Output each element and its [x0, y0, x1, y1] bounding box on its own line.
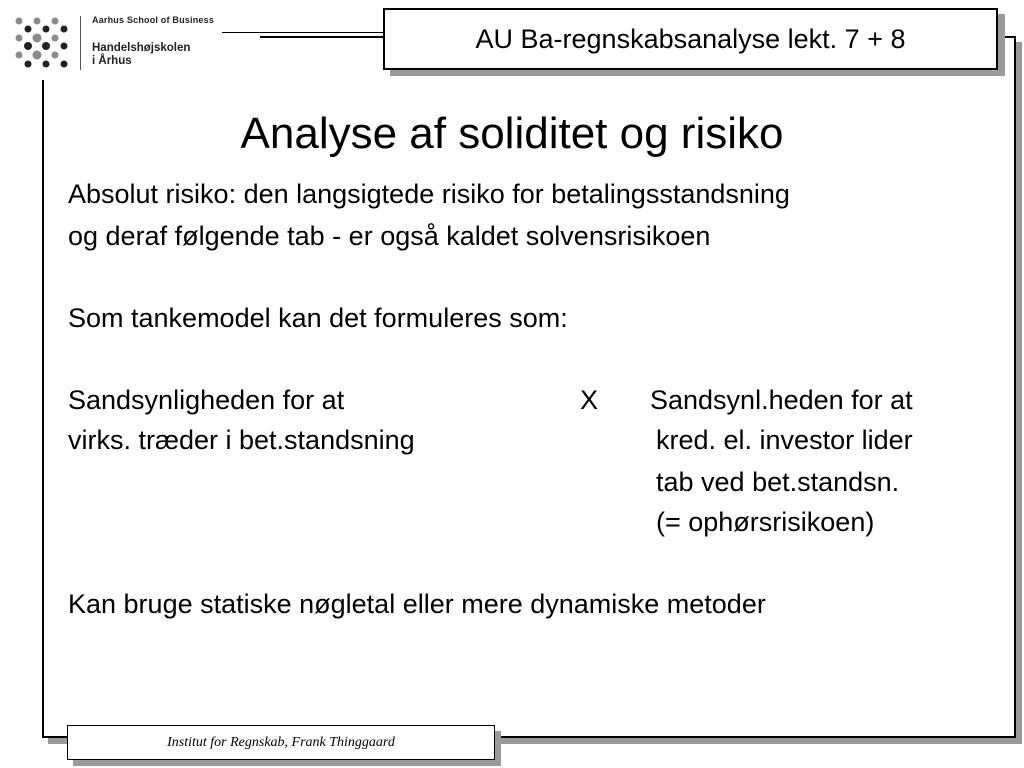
logo-school-danish-line2: i Århus — [92, 55, 132, 67]
logo-school-danish — [92, 42, 190, 68]
logo-school-english: Aarhus School of Business — [92, 15, 215, 25]
paragraph-methods: Kan bruge statiske nøgletal eller mere dynamiske metoder — [68, 589, 766, 619]
footer-box — [67, 725, 495, 760]
formula-right-line4: (= ophørsrisikoen) — [656, 507, 875, 537]
logo-school-danish-line1: Handelshøjskolen — [92, 42, 191, 54]
logo-dots-icon — [14, 16, 74, 70]
formula-right-line3: tab ved bet.standsn. — [656, 467, 900, 497]
paragraph-model-intro: Som tankemodel kan det formuleres som: — [68, 303, 568, 333]
formula-operator: X — [580, 385, 599, 415]
school-logo — [0, 0, 260, 80]
course-title: AU Ba-regnskabsanalyse lekt. 7 + 8 — [475, 23, 906, 54]
formula-left-line1: Sandsynligheden for at — [68, 385, 345, 415]
formula-left-line2: virks. træder i bet.standsning — [68, 425, 415, 455]
header-title-box — [383, 8, 998, 70]
paragraph-absolute-risk-line1: Absolut risiko: den langsigtede risiko for betalingsstandsning — [68, 179, 790, 209]
logo-divider — [80, 16, 81, 70]
formula-right-line1: Sandsynl.heden for at — [650, 385, 913, 415]
header-connector-line — [222, 32, 384, 33]
formula-right-line2: kred. el. investor lider — [656, 425, 913, 455]
paragraph-absolute-risk-line2: og deraf følgende tab - er også kaldet solvensrisikoen — [68, 221, 711, 251]
slide-title: Analyse af soliditet og risiko — [240, 109, 784, 158]
footer-author: Institut for Regnskab, Frank Thinggaard — [167, 734, 395, 750]
